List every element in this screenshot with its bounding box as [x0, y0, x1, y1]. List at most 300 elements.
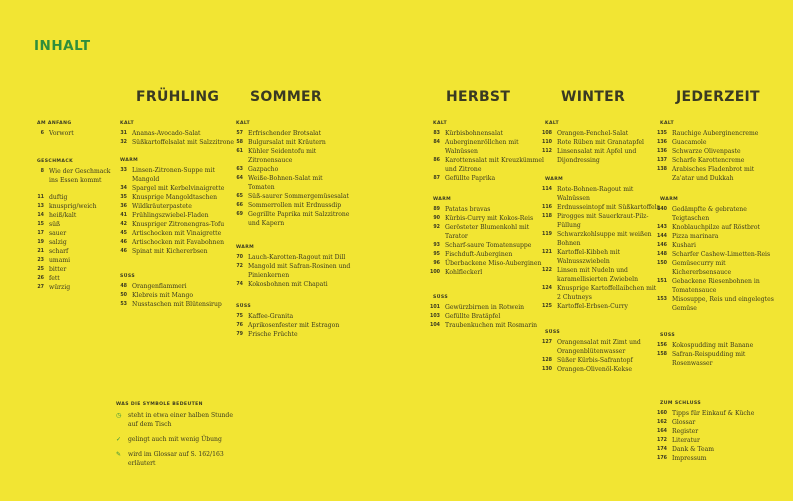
entry-title: Register — [672, 428, 699, 435]
page-number: 74 — [236, 282, 243, 287]
toc-entry[interactable] — [429, 312, 500, 321]
section-title: KALT — [545, 121, 560, 126]
section-title: KALT — [660, 121, 675, 126]
toc-entry[interactable] — [232, 147, 316, 165]
toc-entry[interactable] — [429, 303, 524, 312]
entry-title: fett — [49, 275, 60, 282]
toc-entry[interactable] — [33, 247, 68, 256]
entry-title: Kaffee-Granita — [248, 313, 294, 320]
toc-entry[interactable] — [33, 220, 60, 229]
page-number: 31 — [120, 131, 127, 136]
page-number: 6 — [40, 131, 44, 136]
page-number: 50 — [120, 293, 127, 298]
toc-entry[interactable] — [116, 129, 200, 138]
entry-title: Scharfer Cashew-Limetten-Reis — [672, 251, 771, 258]
section-title: WARM — [660, 197, 679, 202]
legend-text: wird im Glossar auf S. 162/163 erläutert — [128, 451, 224, 467]
page-number: 33 — [120, 168, 127, 173]
section-title: KALT — [120, 121, 135, 126]
entry-title: Pizza marinara — [672, 233, 719, 240]
toc-entry[interactable] — [429, 223, 529, 241]
page-number: 34 — [120, 186, 127, 191]
page-number: 19 — [37, 240, 44, 245]
section-title: SÜSS — [660, 333, 676, 338]
toc-entry[interactable] — [33, 283, 70, 292]
book-icon: ✎ — [116, 451, 122, 458]
page-number: 27 — [37, 285, 44, 290]
entry-title: Nusstaschen mit Blütensirup — [132, 301, 222, 308]
page-number: 72 — [236, 264, 243, 269]
page-number: 95 — [433, 252, 440, 257]
toc-entry[interactable] — [656, 138, 706, 147]
page-number: 138 — [656, 167, 667, 172]
toc-entry[interactable] — [232, 138, 326, 147]
entry-title: Ananas-Avocado-Salat — [132, 130, 201, 137]
entry-title: umami — [49, 257, 71, 264]
page-number: 36 — [120, 204, 127, 209]
clock-icon: ◷ — [116, 412, 122, 419]
entry-title: Orangensalat mit Zimt und Orangenblütenwasser — [557, 339, 641, 355]
toc-entry[interactable] — [656, 427, 698, 436]
entry-title: Knoblauchpilze auf Röstbrot — [672, 224, 760, 231]
page-number: 136 — [656, 140, 667, 145]
toc-entry[interactable] — [33, 193, 67, 202]
toc-entry[interactable] — [429, 241, 531, 250]
toc-entry[interactable] — [429, 205, 490, 214]
toc-entry[interactable] — [656, 259, 731, 277]
entry-title: Mangold mit Safran-Rosinen und Pinienkernen — [248, 263, 351, 279]
page-number: 119 — [541, 232, 552, 237]
entry-title: Weiße-Bohnen-Salat mit Tomaten — [248, 175, 323, 191]
entry-title: Glossar — [672, 419, 696, 426]
entry-title: Literatur — [672, 437, 700, 444]
section-title: KALT — [236, 121, 251, 126]
entry-title: Gegrillte Paprika mit Salzzitrone und Kapern — [248, 211, 350, 227]
toc-entry[interactable] — [33, 274, 60, 283]
section-title: AM ANFANG — [37, 121, 72, 126]
toc-entry[interactable] — [429, 250, 512, 259]
column-heading-fruehling: FRÜHLING — [136, 89, 220, 105]
page-number: 89 — [433, 207, 440, 212]
entry-title: Tipps für Einkauf & Küche — [672, 410, 755, 417]
entry-title: Spinat mit Kichererbsen — [132, 248, 208, 255]
entry-title: Linsen mit Nudeln und karamellisierten Zwiebeln — [557, 267, 639, 283]
section-title: ZUM SCHLUSS — [660, 401, 702, 406]
toc-entry[interactable] — [116, 291, 193, 300]
entry-title: Kohlfleckerl — [445, 269, 483, 276]
entry-title: Kürbis-Curry mit Kokos-Reis — [445, 215, 534, 222]
entry-title: Orangen-Olivenöl-Kekse — [557, 366, 632, 373]
toc-entry[interactable] — [656, 295, 774, 313]
toc-entry[interactable] — [33, 265, 66, 274]
toc-entry[interactable] — [429, 129, 503, 138]
entry-title: Gefüllte Bratäpfel — [445, 313, 501, 320]
column-heading-jederzeit: JEDERZEIT — [676, 89, 760, 105]
entry-title: Spargel mit Kerbelvinaigrette — [132, 185, 225, 192]
entry-title: Guacamole — [672, 139, 707, 146]
section-title: WARM — [433, 197, 452, 202]
entry-title: Vorwort — [49, 130, 74, 137]
page-number: 100 — [429, 270, 440, 275]
toc-entry[interactable] — [656, 232, 718, 241]
toc-entry[interactable] — [116, 166, 215, 184]
page-number: 69 — [236, 212, 243, 217]
toc-entry[interactable] — [656, 445, 714, 454]
page-number: 150 — [656, 261, 667, 266]
entry-title: Gewürzbirnen in Rotwein — [445, 304, 525, 311]
toc-entry[interactable] — [232, 129, 321, 138]
toc-entry[interactable] — [429, 156, 544, 174]
toc-entry[interactable] — [656, 350, 745, 368]
entry-title: Wildkräuterpastete — [132, 203, 192, 210]
section-title: SÜSS — [236, 304, 252, 309]
entry-title: salzig — [49, 239, 67, 246]
entry-title: Rote Rüben mit Granatapfel — [557, 139, 645, 146]
entry-title: Knusprige Mangoldtaschen — [132, 194, 218, 201]
page-number: 162 — [656, 420, 667, 425]
page-number: 125 — [541, 304, 552, 309]
entry-title: Scharfe Karottencreme — [672, 157, 745, 164]
toc-entry[interactable] — [116, 229, 221, 238]
entry-title: Arabisches Fladenbrot mit Za'atar und Dukkah — [672, 166, 755, 182]
page-number: 116 — [541, 205, 552, 210]
entry-title: Karottensalat mit Kreuzkümmel und Zitrone — [445, 157, 544, 173]
toc-entry[interactable] — [429, 259, 541, 268]
page-number: 45 — [120, 231, 127, 236]
toc-entry[interactable] — [656, 156, 744, 165]
entry-title: würzig — [49, 284, 71, 291]
entry-title: Gazpacho — [248, 166, 279, 173]
page-number: 118 — [541, 214, 552, 219]
legend-text: gelingt auch mit wenig Übung — [128, 436, 222, 443]
page-number: 92 — [433, 225, 440, 230]
entry-title: Kushari — [672, 242, 696, 249]
entry-title: Pirogges mit Sauerkraut-Pilz- Füllung — [557, 213, 649, 229]
page-number: 84 — [433, 140, 440, 145]
page-number: 14 — [37, 213, 44, 218]
toc-entry[interactable] — [232, 192, 349, 201]
entry-title: Kürbisbohnensalat — [445, 130, 503, 137]
entry-title: Rauchige Auberginencreme — [672, 130, 759, 137]
toc-entry[interactable] — [33, 167, 110, 185]
section-title: WARM — [120, 158, 139, 163]
entry-title: heiß/kalt — [49, 212, 77, 219]
page-number: 174 — [656, 447, 667, 452]
section-title: SÜSS — [433, 295, 449, 300]
entry-title: Kokosbohnen mit Chapati — [248, 281, 328, 288]
page-number: 135 — [656, 131, 667, 136]
toc-entry[interactable] — [541, 129, 628, 138]
page-number: 112 — [541, 149, 552, 154]
page-number: 25 — [37, 267, 44, 272]
page-number: 23 — [37, 258, 44, 263]
entry-title: sauer — [49, 230, 67, 237]
entry-title: Safran-Reispudding mit Rosenwasser — [672, 351, 746, 367]
page-number: 93 — [433, 243, 440, 248]
page-number: 8 — [40, 169, 44, 174]
entry-title: Wie der Geschmack ins Essen kommt — [49, 168, 111, 184]
toc-entry[interactable] — [656, 277, 760, 295]
page-number: 11 — [37, 195, 44, 200]
page-number: 87 — [433, 176, 440, 181]
entry-title: Knusprige Kartoffellaibchen mit 2 Chutneys — [557, 285, 657, 301]
entry-title: Linsen-Zitronen-Suppe mit Mangold — [132, 167, 215, 183]
legend-item — [116, 450, 224, 468]
column-heading-herbst: HERBST — [446, 89, 511, 105]
entry-title: Artischocken mit Vinaigrette — [132, 230, 222, 237]
legend-item — [116, 411, 233, 429]
page-number: 128 — [541, 358, 552, 363]
entry-title: Artischocken mit Favabohnen — [132, 239, 225, 246]
toc-entry[interactable] — [541, 212, 648, 230]
page-number: 75 — [236, 314, 243, 319]
toc-entry[interactable] — [656, 436, 700, 445]
legend-heading: WAS DIE SYMBOLE BEDEUTEN — [116, 402, 203, 407]
toc-entry[interactable] — [541, 230, 652, 248]
page-number: 42 — [120, 222, 127, 227]
toc-entry[interactable] — [541, 365, 632, 374]
page-title: INHALT — [34, 38, 91, 54]
page-number: 66 — [236, 203, 243, 208]
page-number: 104 — [429, 323, 440, 328]
toc-entry[interactable] — [656, 165, 754, 183]
page-number: 48 — [120, 284, 127, 289]
toc-entry[interactable] — [656, 223, 760, 232]
page-number: 15 — [37, 222, 44, 227]
toc-entry[interactable] — [656, 454, 707, 463]
toc-entry[interactable] — [232, 312, 293, 321]
toc-entry[interactable] — [429, 214, 533, 223]
page-number: 13 — [37, 204, 44, 209]
page-number: 108 — [541, 131, 552, 136]
toc-entry[interactable] — [116, 202, 192, 211]
entry-title: Süß-saurer Sommergemüsesalat — [248, 193, 349, 200]
page-number: 156 — [656, 343, 667, 348]
entry-title: Misosuppe, Reis und eingelegtes Gemüse — [672, 296, 774, 312]
toc-entry[interactable] — [116, 220, 224, 229]
legend-item — [116, 435, 222, 444]
toc-entry[interactable] — [116, 138, 234, 147]
page-number: 101 — [429, 305, 440, 310]
page-number: 41 — [120, 213, 127, 218]
toc-entry[interactable] — [33, 211, 76, 220]
entry-title: Gebackene Riesenbohnen in Tomatensauce — [672, 278, 760, 294]
toc-entry[interactable] — [429, 174, 495, 183]
page-number: 76 — [236, 323, 243, 328]
toc-entry[interactable] — [232, 201, 341, 210]
toc-entry[interactable] — [116, 193, 217, 202]
entry-title: Orangen-Fenchel-Salat — [557, 130, 629, 137]
page-number: 79 — [236, 332, 243, 337]
toc-entry[interactable] — [232, 253, 345, 262]
entry-title: Sommerrollen mit Erdnussdip — [248, 202, 342, 209]
page-number: 96 — [433, 261, 440, 266]
entry-title: bitter — [49, 266, 67, 273]
section-title: WARM — [545, 177, 564, 182]
entry-title: Kartoffel-Kibbeh mit Walnusszwiebeln — [557, 249, 621, 265]
toc-entry[interactable] — [429, 268, 482, 277]
entry-title: Gemüsecurry mit Kichererbsensauce — [672, 260, 732, 276]
page-number: 17 — [37, 231, 44, 236]
toc-entry[interactable] — [232, 280, 328, 289]
toc-entry[interactable] — [541, 284, 656, 302]
toc-entry[interactable] — [656, 418, 695, 427]
toc-entry[interactable] — [656, 147, 741, 156]
toc-entry[interactable] — [33, 238, 67, 247]
entry-title: süß — [49, 221, 61, 228]
toc-entry[interactable] — [116, 211, 209, 220]
page-number: 70 — [236, 255, 243, 260]
page-number: 46 — [120, 240, 127, 245]
page-number: 158 — [656, 352, 667, 357]
entry-title: Überbackene Miso-Auberginen — [445, 260, 542, 267]
entry-title: Bulgursalat mit Kräutern — [248, 139, 326, 146]
page-number: 46 — [120, 249, 127, 254]
page-number: 114 — [541, 187, 552, 192]
section-title: KALT — [433, 121, 448, 126]
entry-title: Kühler Seidentofu mit Zitronensauce — [248, 148, 317, 164]
page-number: 90 — [433, 216, 440, 221]
toc-entry[interactable] — [656, 129, 758, 138]
page-number: 151 — [656, 279, 667, 284]
entry-title: Erdnusseintopf mit Süßkartoffeln — [557, 204, 661, 211]
page-number: 164 — [656, 429, 667, 434]
toc-entry[interactable] — [116, 184, 224, 193]
toc-entry[interactable] — [541, 147, 636, 165]
toc-entry[interactable] — [33, 256, 70, 265]
page-number: 172 — [656, 438, 667, 443]
entry-title: Süßkartoffelsalat mit Salzzitrone — [132, 139, 234, 146]
toc-entry[interactable] — [541, 266, 638, 284]
page-number: 64 — [236, 176, 243, 181]
toc-entry[interactable] — [541, 185, 633, 203]
toc-entry[interactable] — [33, 129, 74, 138]
toc-entry[interactable] — [541, 138, 644, 147]
toc-entry[interactable] — [429, 321, 537, 330]
section-title: WARM — [236, 245, 255, 250]
toc-entry[interactable] — [429, 138, 519, 156]
toc-entry[interactable] — [33, 202, 97, 211]
page-number: 65 — [236, 194, 243, 199]
entry-title: Auberginenröllchen mit Walnüssen — [445, 139, 519, 155]
toc-entry[interactable] — [232, 210, 349, 228]
entry-title: Frühlingszwiebel-Fladen — [132, 212, 209, 219]
toc-entry[interactable] — [232, 330, 298, 339]
entry-title: Klebreis mit Mango — [132, 292, 194, 299]
toc-entry[interactable] — [33, 229, 66, 238]
toc-entry[interactable] — [541, 203, 661, 212]
page-number: 58 — [236, 140, 243, 145]
toc-entry[interactable] — [656, 409, 754, 418]
column-heading-sommer: SOMMER — [250, 89, 322, 105]
page-number: 121 — [541, 250, 552, 255]
page-number: 26 — [37, 276, 44, 281]
section-title: GESCHMACK — [37, 159, 74, 164]
page-number: 124 — [541, 286, 552, 291]
entry-title: Traubenkuchen mit Rosmarin — [445, 322, 538, 329]
page-number: 86 — [433, 158, 440, 163]
toc-entry[interactable] — [656, 250, 770, 259]
section-title: SÜSS — [120, 274, 136, 279]
page-number: 160 — [656, 411, 667, 416]
section-title: SÜSS — [545, 330, 561, 335]
page-number: 103 — [429, 314, 440, 319]
toc-entry[interactable] — [116, 282, 187, 291]
toc-entry[interactable] — [656, 241, 696, 250]
page-number: 83 — [433, 131, 440, 136]
entry-title: Orangenflammeri — [132, 283, 187, 290]
toc-entry[interactable] — [656, 205, 747, 223]
page-number: 53 — [120, 302, 127, 307]
entry-title: Lauch-Karotten-Ragout mit Dill — [248, 254, 346, 261]
entry-title: Kokospudding mit Banane — [672, 342, 754, 349]
entry-title: Aprikosenfester mit Estragon — [248, 322, 340, 329]
entry-title: Gefüllte Paprika — [445, 175, 496, 182]
entry-title: Fischduft-Auberginen — [445, 251, 513, 258]
page-number: 136 — [656, 149, 667, 154]
page-number: 130 — [541, 367, 552, 372]
entry-title: knusprig/weich — [49, 203, 97, 210]
page-number: 57 — [236, 131, 243, 136]
entry-title: Süßer Kürbis-Safrantopf — [557, 357, 633, 364]
page-number: 32 — [120, 140, 127, 145]
page-number: 127 — [541, 340, 552, 345]
entry-title: scharf — [49, 248, 69, 255]
entry-title: Erfrischender Brotsalat — [248, 130, 322, 137]
toc-entry[interactable] — [232, 174, 323, 192]
toc-entry[interactable] — [232, 321, 339, 330]
toc-entry[interactable] — [232, 262, 350, 280]
toc-entry[interactable] — [541, 302, 628, 311]
page-number: 144 — [656, 234, 667, 239]
toc-entry[interactable] — [541, 248, 620, 266]
entry-title: Gedämpfte & gebratene Teigtaschen — [672, 206, 747, 222]
page-number: 137 — [656, 158, 667, 163]
page-number: 61 — [236, 149, 243, 154]
entry-title: Patatas bravas — [445, 206, 491, 213]
page-number: 146 — [656, 243, 667, 248]
page-number: 21 — [37, 249, 44, 254]
entry-title: Schwarzkohlsuppe mit weißen Bohnen — [557, 231, 652, 247]
page-number: 140 — [656, 207, 667, 212]
toc-entry[interactable] — [541, 338, 641, 356]
check-circle-icon: ✓ — [116, 436, 122, 443]
legend-text: steht in etwa einer halben Stunde auf dem Tisch — [128, 412, 233, 428]
entry-title: duftig — [49, 194, 68, 201]
page-number: 110 — [541, 140, 552, 145]
toc-entry[interactable] — [116, 247, 208, 256]
entry-title: Schwarze Olivenpaste — [672, 148, 741, 155]
toc-entry[interactable] — [656, 341, 753, 350]
toc-entry[interactable] — [116, 300, 222, 309]
toc-entry[interactable] — [116, 238, 224, 247]
entry-title: Frische Früchte — [248, 331, 298, 338]
page-number: 122 — [541, 268, 552, 273]
entry-title: Dank & Team — [672, 446, 715, 453]
entry-title: Impressum — [672, 455, 707, 462]
entry-title: Rote-Bohnen-Ragout mit Walnüssen — [557, 186, 634, 202]
entry-title: Kartoffel-Erbsen-Curry — [557, 303, 628, 310]
page-number: 176 — [656, 456, 667, 461]
page-number: 148 — [656, 252, 667, 257]
page-number: 35 — [120, 195, 127, 200]
toc-entry[interactable] — [541, 356, 633, 365]
entry-title: Linsensalat mit Apfel und Dijondressing — [557, 148, 637, 164]
column-heading-winter: WINTER — [561, 89, 626, 105]
toc-entry[interactable] — [232, 165, 278, 174]
entry-title: Gerösteter Blumenkohl mit Tarator — [445, 224, 530, 240]
entry-title: Knuspriger Zitronengras-Tofu — [132, 221, 225, 228]
